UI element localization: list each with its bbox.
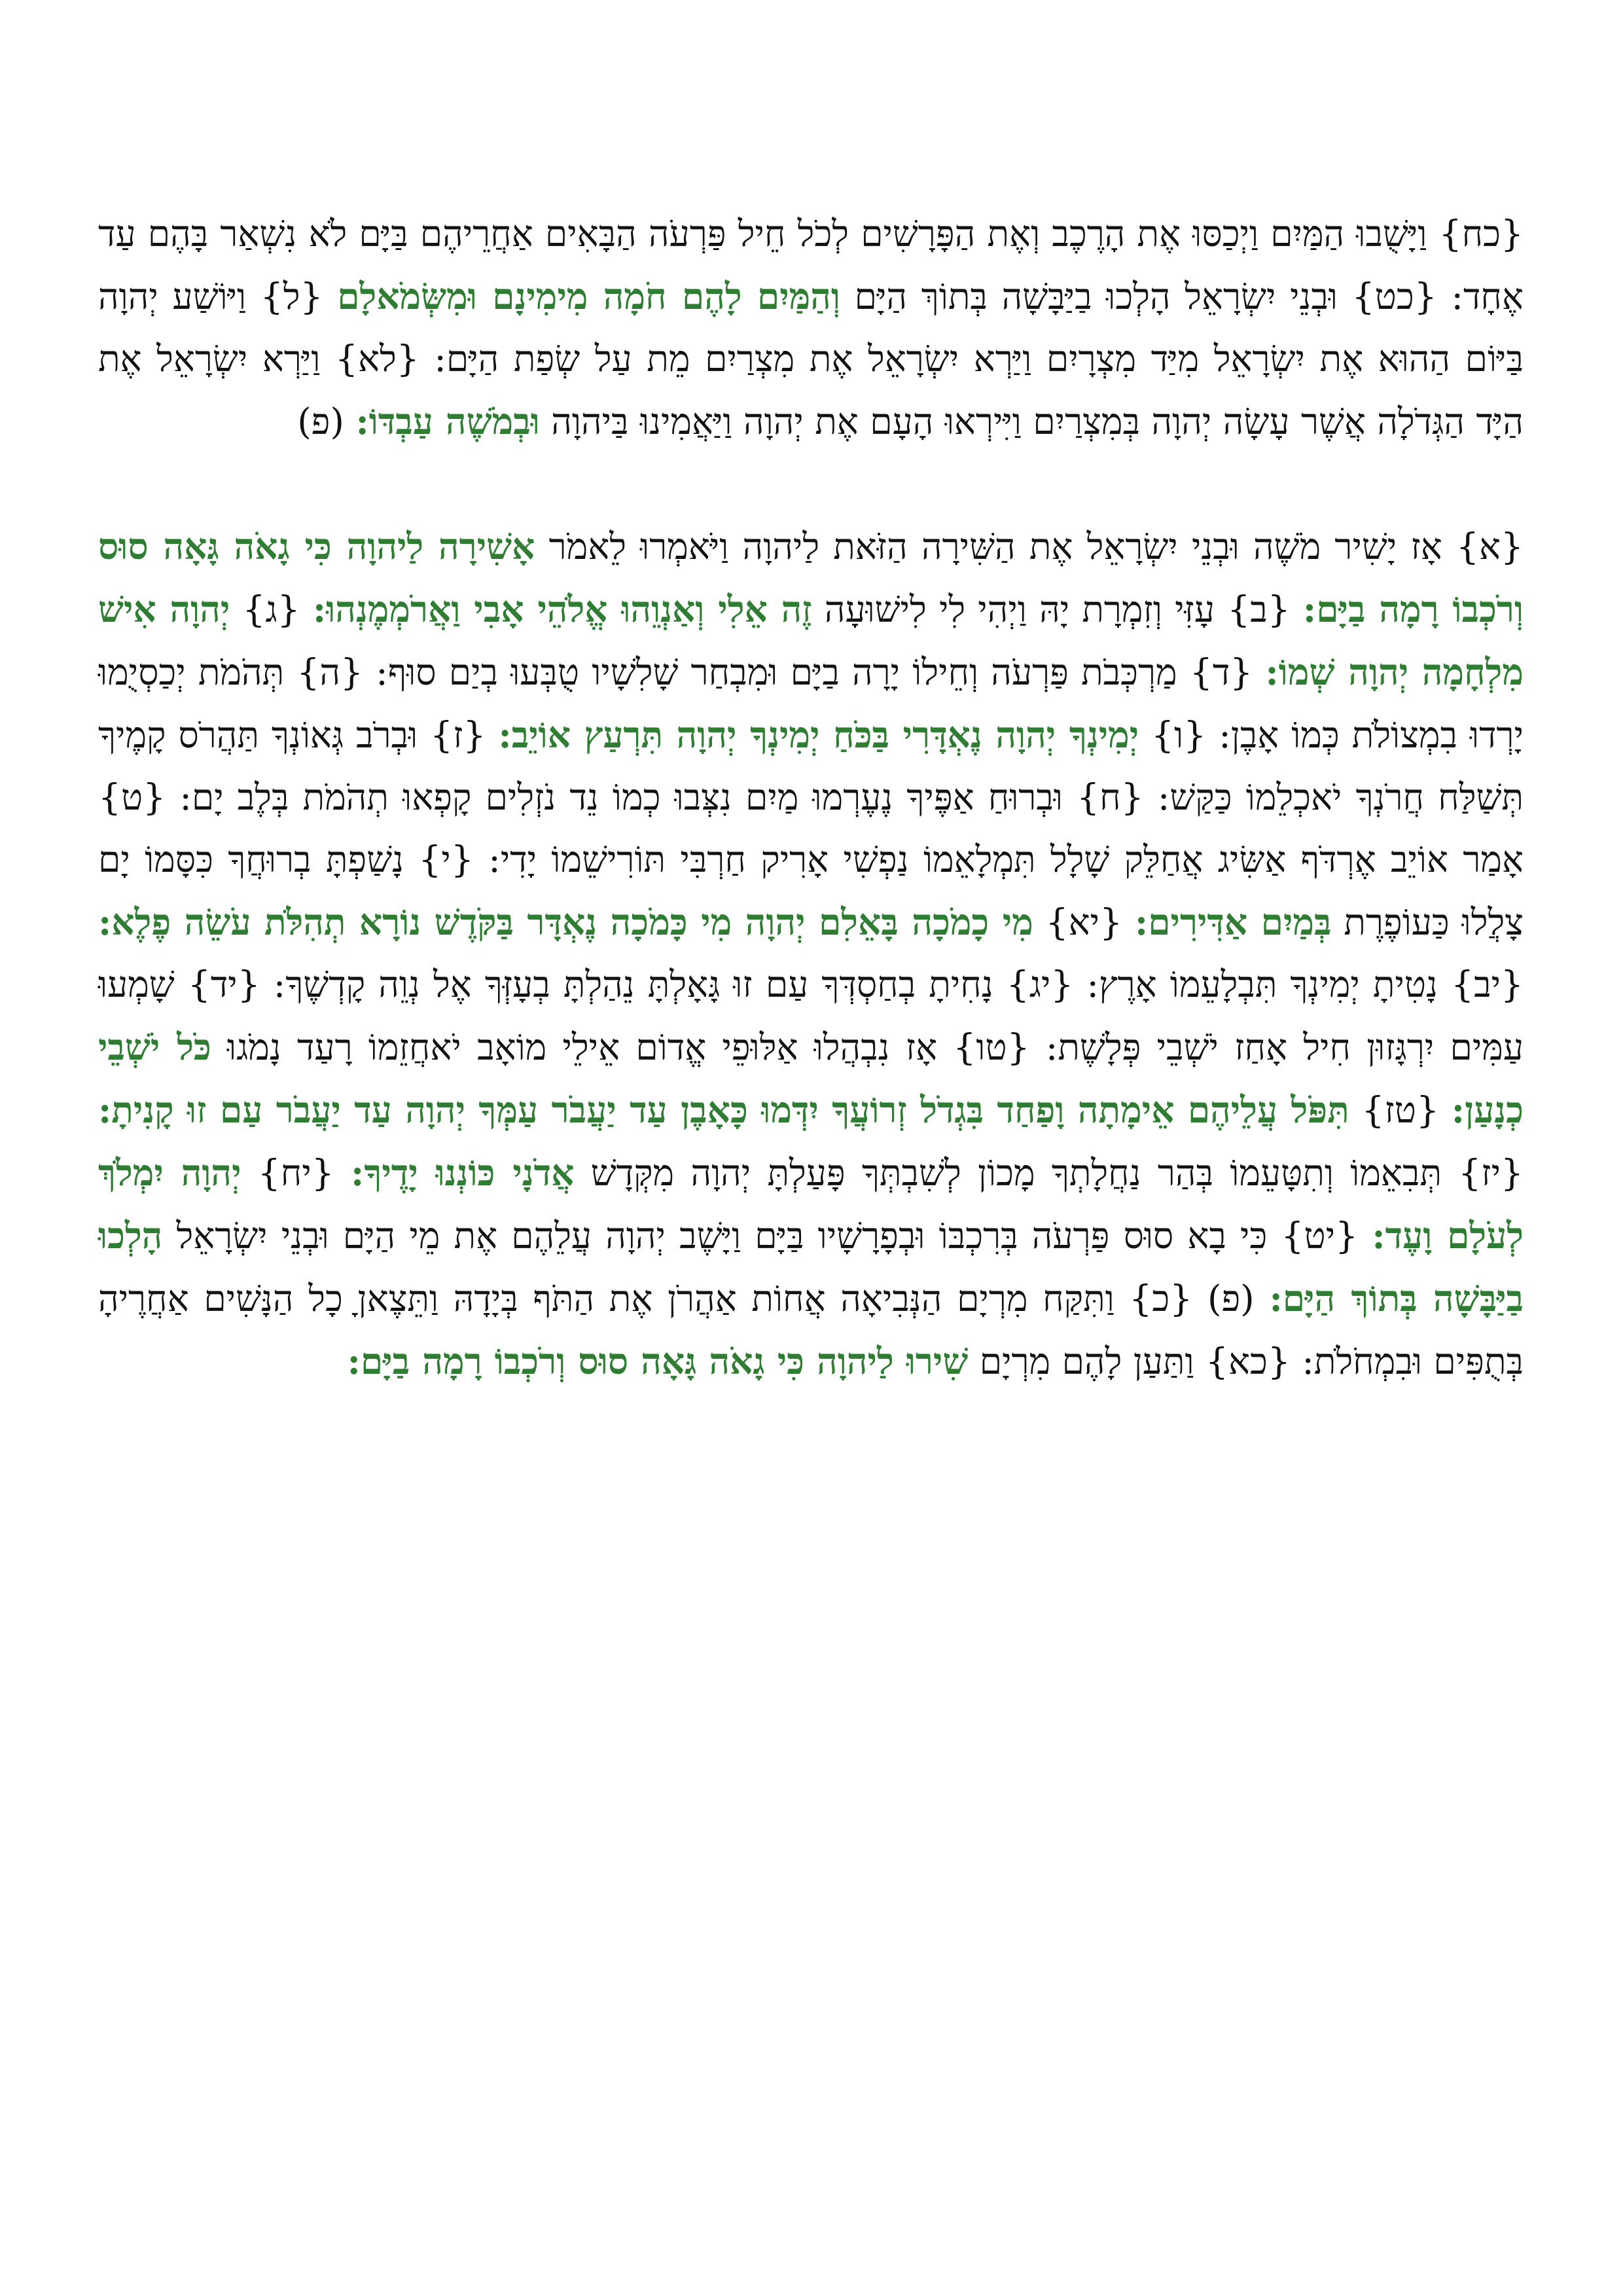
text-segment: (פ)	[297, 401, 356, 442]
text-segment: {א} אָז יָשִׁיר מֹשֶׁה וּבְנֵי יִשְׂרָאֵל אֶת הַשִּׁירָה הַזֹּאת לַיהוָה וַיֹּאמְרוּ לֵאמֹר	[535, 526, 1524, 567]
text-segment: {ג}	[230, 588, 313, 630]
highlighted-segment: הָלְכוּ בַיַּבָּשָׁה בְּתוֹךְ הַיָּם:	[98, 1214, 1524, 1319]
highlighted-segment: יְהוָה אִישׁ מִלְחָמָה יְהוָה שְׁמוֹ:	[98, 588, 1524, 693]
paragraph-song-of-the-sea	[98, 515, 1524, 1393]
text-segment: {טז}	[1349, 1089, 1452, 1131]
text-segment: {יז} תְּבִאֵמוֹ וְתִטָּעֵמוֹ בְּהַר נַחֲלָתְךָ מָכוֹן לְשִׁבְתְּךָ פָּעַלְתָּ יְהוָה מִקְּדָשׁ	[574, 1152, 1524, 1194]
highlighted-segment: יְהוָה יִמְלֹךְ לְעֹלָם וָעֶד:	[98, 1151, 1524, 1257]
text-segment: {ז} וּבְרֹב גְּאוֹנְךָ תַּהֲרֹס קָמֶיךָ תְּשַׁלַּח חֲרֹנְךָ יֹאכְלֵמוֹ כַּקַּשׁ: {ח} וּבְרוּחַ אַפֶּיךָ נֶעֶרְמוּ מַיִם נִצְּבוּ כְמוֹ נֵד נֹזְלִים קָפְאוּ תְהֹמֹת בְּלֶב יָם: {ט} אָמַר אוֹיֵב אֶרְדֹּף אַשִּׂיג אֲחַלֵּק שָׁלָל תִּמְלָאֵמוֹ נַפְשִׁי אָרִיק חַרְבִּי תּוֹרִישֵׁמוֹ יָדִי: {י} נָשַׁפְתָּ בְרוּחֲךָ כִּסָּמוֹ יָם צָלֲלוּ כַּעוֹפֶרֶת	[98, 714, 1524, 943]
highlighted-segment: וּבְמֹשֶׁה עַבְדּוֹ:	[355, 400, 540, 442]
text-segment: (פ) {כ} וַתִּקַּח מִרְיָם הַנְּבִיאָה אֲחוֹת אַהֲרֹן אֶת הַתֹּף בְּיָדָהּ וַתֵּצֶאןָ כָל הַנָּשִׁים אַחֲרֶיהָ בְּתֻפִּים וּבִמְחֹלֹת: {כא} וַתַּעַן לָהֶם מִרְיָם	[98, 1278, 1524, 1382]
text-segment: {יב} נָטִיתָ יְמִינְךָ תִּבְלָעֵמוֹ אָרֶץ: {יג} נָחִיתָ בְחַסְדְּךָ עַם זוּ גָּאָלְתָּ נֵהַלְתָּ בְעָזְּךָ אֶל נְוֵה קָדְשֶׁךָ: {יד} שָׁמְעוּ עַמִּים יִרְגָּזוּן חִיל אָחַז יֹשְׁבֵי פְּלָשֶׁת: {טו} אָז נִבְהֲלוּ אַלּוּפֵי אֱדוֹם אֵילֵי מוֹאָב יֹאחֲזֵמוֹ רָעַד נָמֹגוּ	[98, 963, 1524, 1068]
text-segment: {יא}	[1033, 901, 1135, 943]
paragraph-verses-28-31	[98, 203, 1524, 453]
highlighted-segment: שִׁירוּ לַיהוָה כִּי גָאֹה גָּאָה סוּס וְרֹכְבוֹ רָמָה בַיָּם:	[347, 1340, 969, 1382]
highlighted-segment: בְּמַיִם אַדִּירִים:	[1134, 901, 1332, 943]
text-segment: {ל} וַיּוֹשַׁע יְהוָה בַּיּוֹם הַהוּא אֶת יִשְׂרָאֵל מִיַּד מִצְרָיִם וַיַּרְא יִשְׂרָאֵל אֶת מִצְרַיִם מֵת עַל שְׂפַת הַיָּם: {לא} וַיַּרְא יִשְׂרָאֵל אֶת הַיָּד הַגְּדֹלָה אֲשֶׁר עָשָׂה יְהוָה בְּמִצְרַיִם וַיִּירְאוּ הָעָם אֶת יְהוָה וַיַּאֲמִינוּ בַּיהוָה	[98, 276, 1524, 442]
highlighted-segment: אֲדֹנָי כּוֹנְנוּ יָדֶיךָ:	[351, 1151, 575, 1194]
document-page	[98, 203, 1524, 1393]
text-segment: {ד} מַרְכְּבֹת פַּרְעֹה וְחֵילוֹ יָרָה בַיָּם וּמִבְחַר שָׁלִשָׁיו טֻבְּעוּ בְיַם סוּף: {ה} תְּהֹמֹת יְכַסְיֻמוּ יָרְדוּ בִמְצוֹלֹת כְּמוֹ אָבֶן: {ו}	[98, 651, 1524, 756]
highlighted-segment: מִי כָמֹכָה בָּאֵלִם יְהוָה מִי כָּמֹכָה נֶאְדָּר בַּקֹּדֶשׁ נוֹרָא תְהִלֹּת עֹשֵׂה פֶלֶא:	[98, 901, 1033, 943]
text-segment: {כח} וַיָּשֻׁבוּ הַמַּיִם וַיְכַסּוּ אֶת הָרֶכֶב וְאֶת הַפָּרָשִׁים לְכֹל חֵיל פַּרְעֹה הַבָּאִים אַחֲרֵיהֶם בַּיָּם לֹא נִשְׁאַר בָּהֶם עַד אֶחָד: {כט} וּבְנֵי יִשְׂרָאֵל הָלְכוּ בַיַּבָּשָׁה בְּתוֹךְ הַיָּם	[98, 213, 1524, 317]
highlighted-segment: כֹּל יֹשְׁבֵי כְנָעַן:	[98, 1026, 1524, 1131]
text-segment: {ב} עָזִּי וְזִמְרָת יָהּ וַיְהִי לִי לִישׁוּעָה	[812, 588, 1303, 630]
highlighted-segment: זֶה אֵלִי וְאַנְוֵהוּ אֱלֹהֵי אָבִי וַאֲרֹמְמֶנְהוּ:	[312, 588, 812, 630]
text-segment: {יח}	[241, 1152, 351, 1194]
highlighted-segment: תִּפֹּל עֲלֵיהֶם אֵימָתָה וָפַחַד בִּגְדֹל זְרוֹעֲךָ יִדְּמוּ כָּאָבֶן עַד יַעֲבֹר עַמְּךָ יְהוָה עַד יַעֲבֹר עַם זוּ קָנִיתָ:	[98, 1088, 1349, 1131]
text-segment: {יט} כִּי בָא סוּס פַּרְעֹה בְּרִכְבּוֹ וּבְפָרָשָׁיו בַּיָּם וַיָּשֶׁב יְהוָה עֲלֵהֶם אֶת מֵי הַיָּם וּבְנֵי יִשְׂרָאֵל	[162, 1215, 1372, 1257]
highlighted-segment: אָשִׁירָה לַיהוָה כִּי גָאֹה גָּאָה סוּס וְרֹכְבוֹ רָמָה בַיָּם:	[98, 525, 1524, 630]
highlighted-segment: וְהַמַּיִם לָהֶם חֹמָה מִימִינָם וּמִשְּׂמֹאלָם	[337, 275, 840, 317]
highlighted-segment: יְמִינְךָ יְהוָה נֶאְדָּרִי בַּכֹּחַ יְמִינְךָ יְהוָה תִּרְעַץ אוֹיֵב:	[498, 713, 1139, 756]
